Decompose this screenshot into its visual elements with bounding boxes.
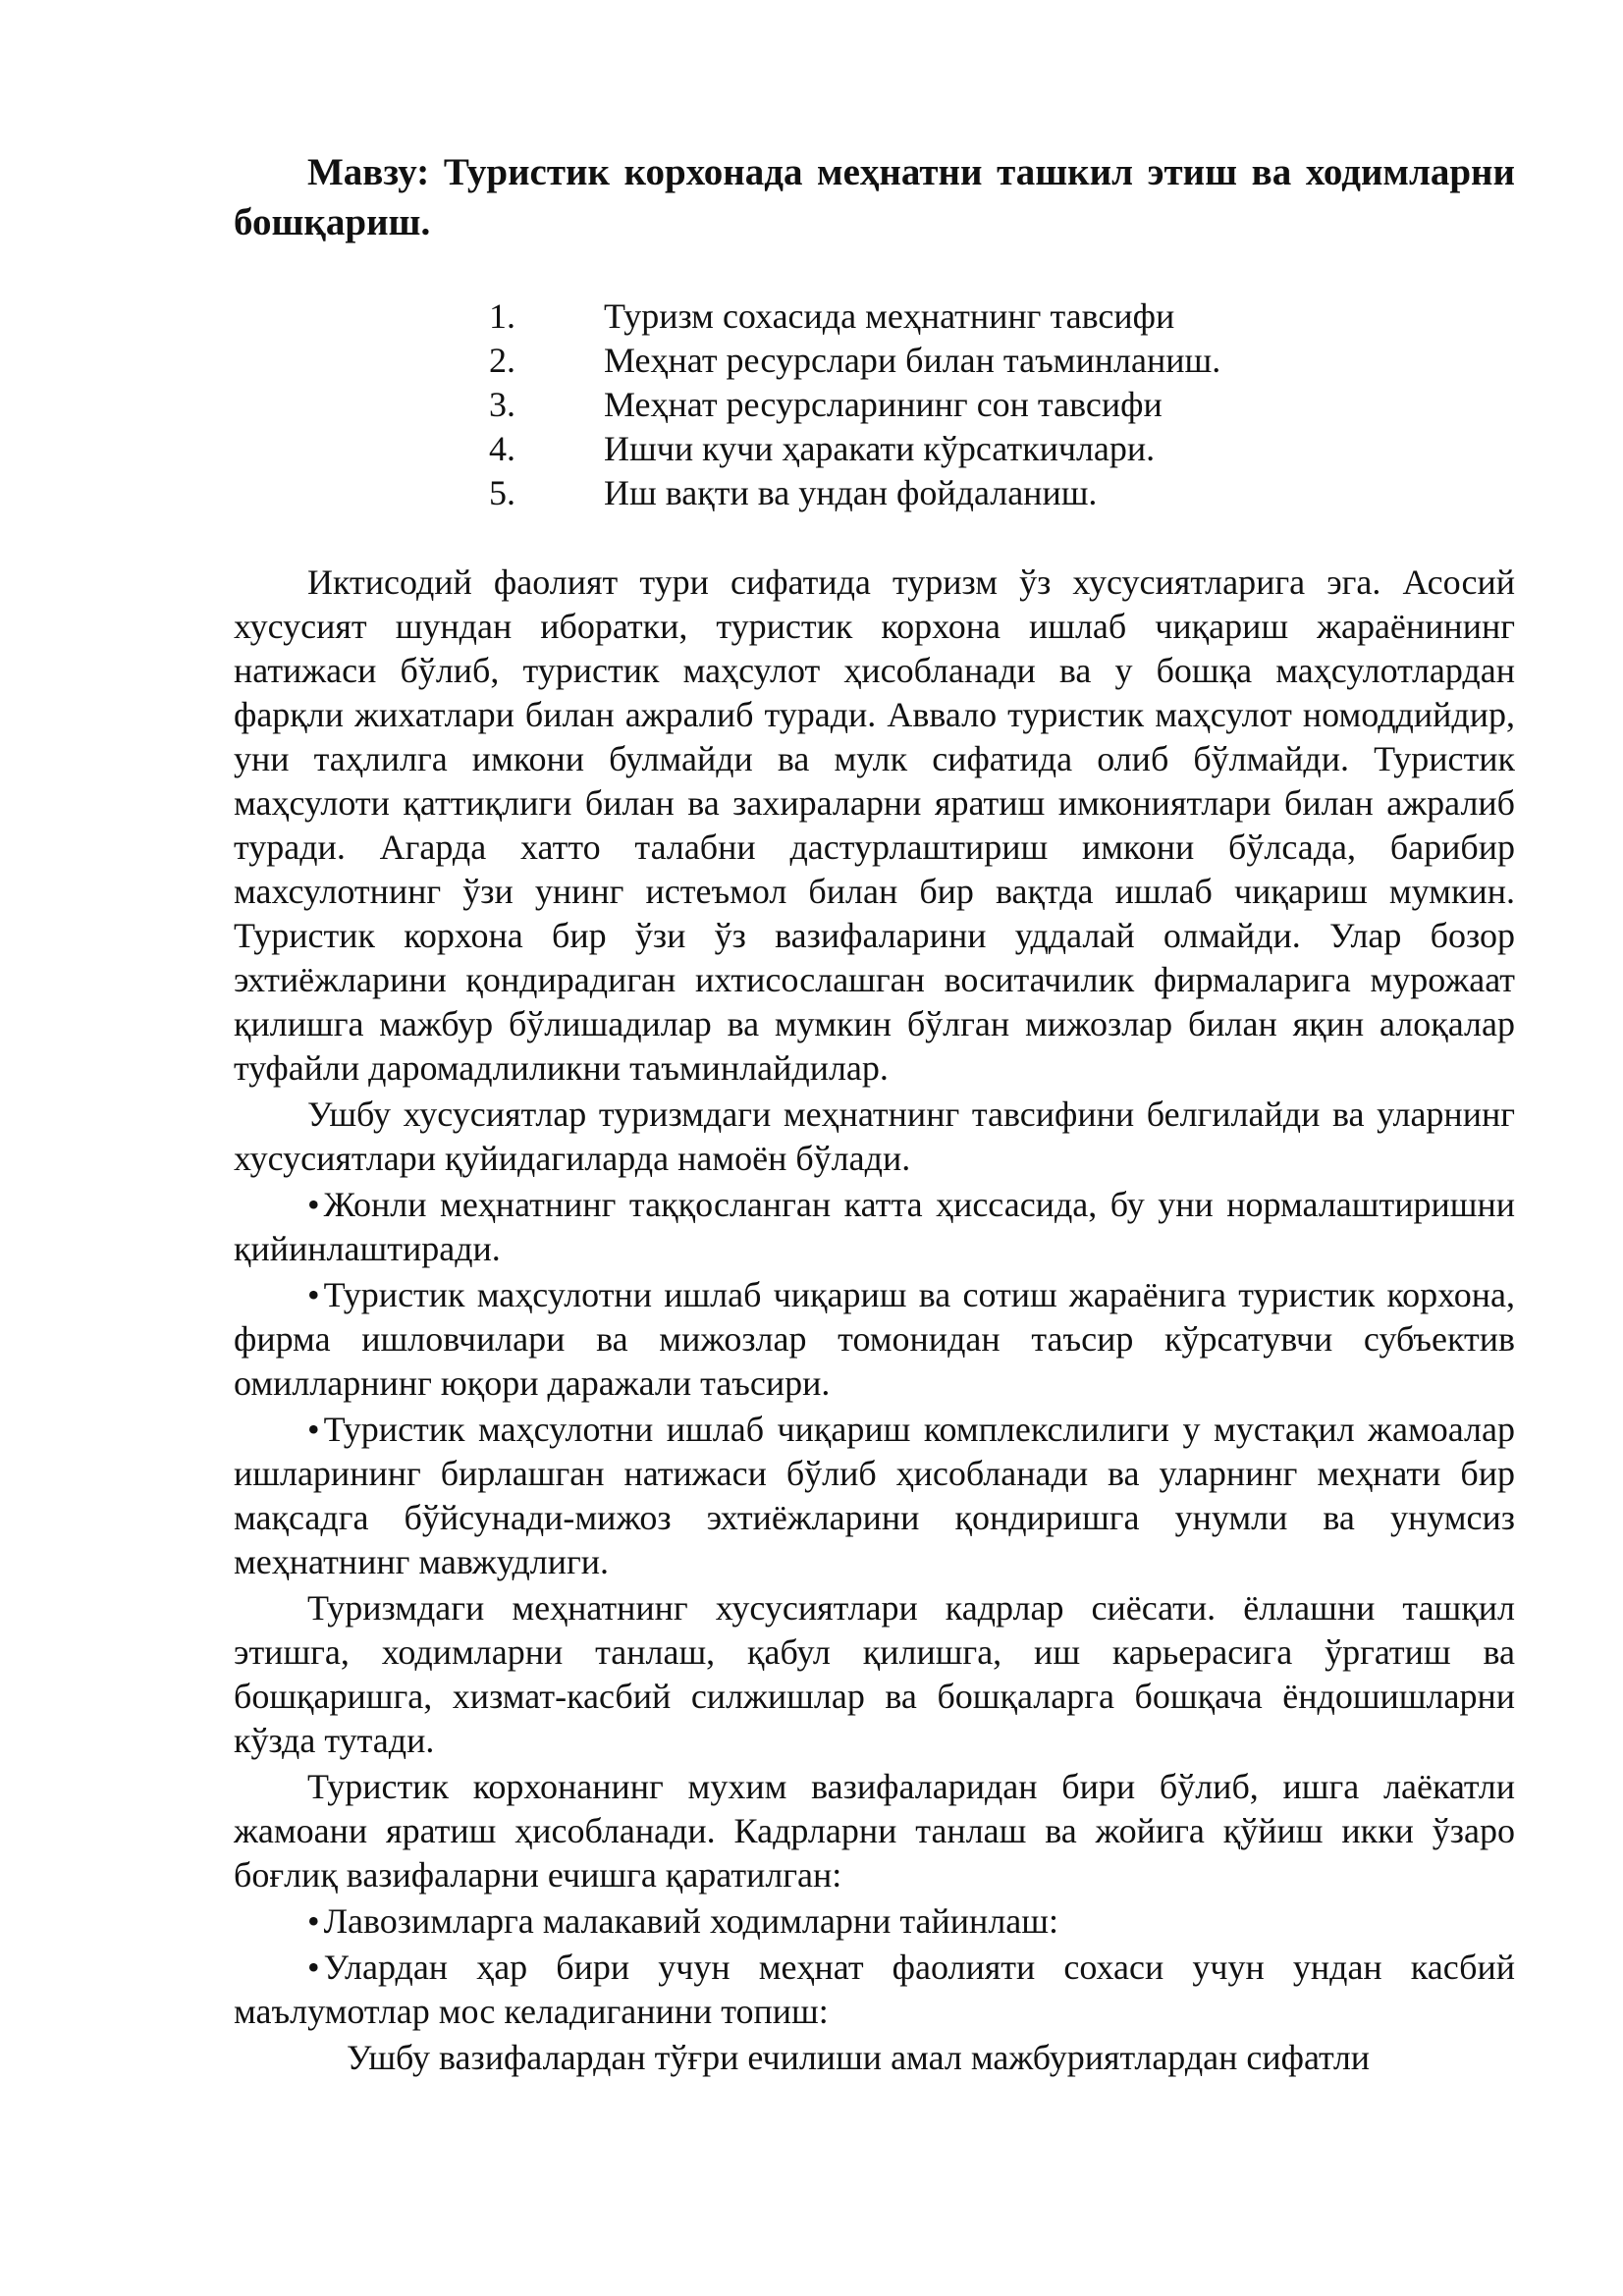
topic-number: 5. <box>489 473 515 512</box>
bullet-text: Жонли меҳнатнинг таққосланган катта ҳиссасида, бу уни нормалаштиришни қийинлаштиради. <box>234 1185 1515 1268</box>
topic-list <box>234 294 1515 515</box>
topic-text: Ишчи кучи ҳаракати кўрсаткичлари. <box>604 429 1156 468</box>
topic-item <box>234 339 1515 383</box>
bullet-marker: • <box>307 1901 320 1941</box>
bullet-item <box>234 1408 1515 1584</box>
bullet-text: Улардан ҳар бири учун меҳнат фаолияти сохаси учун ундан касбий маълумотлар мос келадиганини топиш: <box>234 1948 1515 2031</box>
bullet-marker: • <box>307 1275 320 1314</box>
bullet-text: Туристик маҳсулотни ишлаб чиқариш комплекслилиги у мустақил жамоалар ишларининг бирлашган натижаси бўлиб ҳисобланади ва уларнинг меҳнати бир мақсадга бўйсунади-мижоз эхтиёжларини қондиришга унумли ва унумсиз меҳнатнинг мавжудлиги. <box>234 1410 1515 1581</box>
topic-text: Туризм сохасида меҳнатнинг тавсифи <box>604 296 1175 336</box>
topic-text: Иш вақти ва ундан фойдаланиш. <box>604 473 1098 512</box>
topic-text: Меҳнат ресурсларининг сон тавсифи <box>604 385 1163 424</box>
bullet-marker: • <box>307 1410 320 1449</box>
bullet-item <box>234 1273 1515 1406</box>
paragraph: Туризмдаги меҳнатнинг хусусиятлари кадрлар сиёсати. ёллашни ташқил этишга, ходимларни танлаш, қабул қилишга, иш карьерасига ўргатиш ва бошқаришга, хизмат-касбий силжишлар ва бошқаларга бошқача ёндошишларни кўзда тутади. <box>234 1588 1515 1760</box>
document-body <box>234 561 1515 2080</box>
topic-item <box>234 427 1515 471</box>
topic-number: 1. <box>489 296 515 336</box>
topic-number: 3. <box>489 385 515 424</box>
bullet-item <box>234 1899 1515 1944</box>
topic-number: 2. <box>489 341 515 380</box>
paragraph: Иктисодий фаолият тури сифатида туризм ўз хусусиятларига эга. Асосий хусусият шундан иборатки, туристик корхона ишлаб чиқариш жараёнининг натижаси бўлиб, туристик маҳсулот ҳисобланади ва у бошқа маҳсулотлардан фарқли жихатлари билан ажралиб туради. Аввало туристик маҳсулот номоддийдир, уни таҳлилга имкони булмайди ва мулк сифатида олиб бўлмайди. Туристик маҳсулоти қаттиқлиги билан ва захираларни яратиш имкониятлари билан ажралиб туради. Агарда хатто талабни дастурлаштириш имкони бўлсада, барибир махсулотнинг ўзи унинг истеъмол билан бир вақтда ишлаб чиқариш мумкин. Туристик корхона бир ўзи ўз вазифаларини уддалай олмайди. Улар бозор эхтиёжларини қондирадиган ихтисослашган воситачилик фирмаларига мурожаат қилишга мажбур бўлишадилар ва мумкин бўлган мижозлар билан яқин алоқалар туфайли даромадлиликни таъминлайдилар. <box>234 562 1515 1088</box>
topic-number: 4. <box>489 429 515 468</box>
bullet-marker: • <box>307 1185 320 1224</box>
topic-item <box>234 294 1515 339</box>
topic-item <box>234 471 1515 515</box>
paragraph: Ушбу вазифалардан тўғри ечилиши амал мажбуриятлардан сифатли <box>347 2038 1371 2077</box>
bullet-marker: • <box>307 1948 320 1987</box>
paragraph: Туристик корхонанинг мухим вазифаларидан бири бўлиб, ишга лаёкатли жамоани яратиш ҳисобланади. Кадрларни танлаш ва жойига қўйиш икки ўзаро боғлиқ вазифаларни ечишга қаратилган: <box>234 1767 1515 1895</box>
document-title: Мавзу: Туристик корхонада меҳнатни ташкил этиш ва ходимларни бошқариш. <box>234 151 1515 243</box>
topic-text: Меҳнат ресурслари билан таъминланиш. <box>604 341 1221 380</box>
bullet-text: Лавозимларга малакавий ходимларни тайинлаш: <box>323 1901 1058 1941</box>
document-page <box>234 147 1515 2082</box>
topic-item <box>234 383 1515 427</box>
paragraph: Ушбу хусусиятлар туризмдаги меҳнатнинг тавсифини белгилайди ва уларнинг хусусиятлари қуйидагиларда намоён бўлади. <box>234 1095 1515 1178</box>
bullet-item <box>234 1183 1515 1271</box>
bullet-text: Туристик маҳсулотни ишлаб чиқариш ва сотиш жараёнига туристик корхона, фирма ишловчилари ва мижозлар томонидан таъсир кўрсатувчи субъектив омилларнинг юқори даражали таъсири. <box>234 1275 1515 1403</box>
bullet-item <box>234 1946 1515 2034</box>
